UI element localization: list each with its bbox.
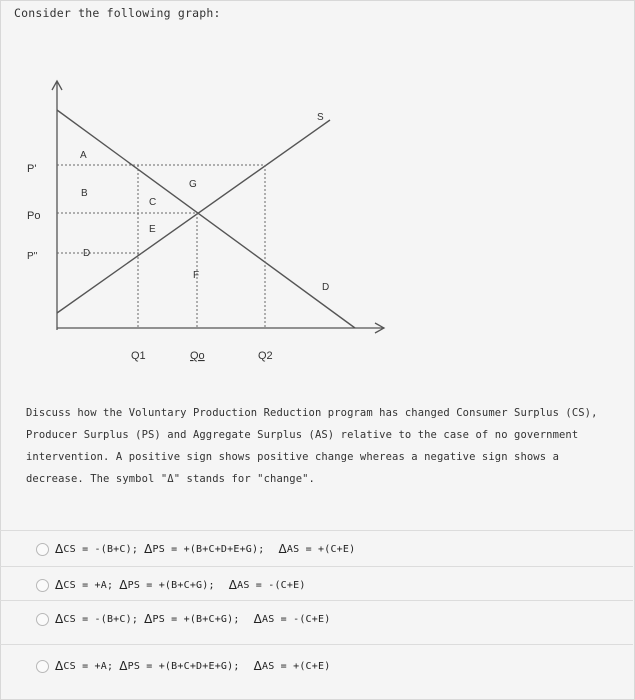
price-label-p-prime: P' — [27, 163, 37, 175]
radio-button[interactable] — [36, 660, 49, 673]
option-cs: CS = -(B+C); — [63, 543, 139, 555]
area-label-g: G — [189, 179, 197, 190]
delta-symbol: Δ — [253, 659, 263, 673]
area-label-a: A — [80, 150, 87, 161]
area-label-d: D — [83, 248, 91, 259]
area-label-b: B — [81, 188, 88, 199]
surplus-graph — [0, 60, 420, 380]
option-ps: PS = +(B+C+D+E+G); — [127, 660, 240, 672]
area-label-c: C — [149, 197, 157, 208]
delta-symbol: Δ — [55, 542, 64, 556]
delta-symbol: Δ — [144, 542, 153, 556]
quantity-label-q1: Q1 — [131, 350, 146, 362]
supply-curve — [57, 120, 330, 313]
delta-symbol: Δ — [55, 578, 64, 592]
answer-option-2[interactable] — [0, 566, 633, 603]
demand-label: D — [322, 282, 330, 293]
option-as: AS = +(C+E) — [262, 660, 331, 672]
option-cs: CS = +A; — [63, 579, 114, 591]
quantity-label-qo: Qo — [190, 350, 205, 362]
delta-symbol: Δ — [55, 612, 64, 626]
quantity-label-q2: Q2 — [258, 350, 273, 362]
area-label-e: E — [149, 224, 156, 235]
delta-symbol: Δ — [253, 612, 263, 626]
radio-button[interactable] — [36, 543, 49, 556]
delta-symbol: Δ — [228, 578, 238, 592]
option-cs: CS = +A; — [63, 660, 114, 672]
delta-symbol: Δ — [144, 612, 153, 626]
option-as: AS = +(C+E) — [286, 543, 356, 555]
area-label-f: F — [193, 270, 200, 281]
option-ps: PS = +(B+C+G); — [127, 579, 215, 591]
option-as: AS = -(C+E) — [262, 613, 331, 625]
answer-option-3[interactable] — [0, 600, 633, 637]
option-as: AS = -(C+E) — [237, 579, 306, 591]
delta-symbol: Δ — [55, 659, 64, 673]
delta-symbol: Δ — [119, 659, 128, 673]
demand-curve — [57, 110, 355, 328]
answer-option-1[interactable] — [0, 530, 633, 567]
supply-label: S — [317, 112, 324, 123]
delta-symbol: Δ — [278, 542, 287, 556]
option-cs: CS = -(B+C); — [63, 613, 139, 625]
discussion-text: Discuss how the Voluntary Production Reduction program has changed Consumer Surplus (CS), Producer Surplus (PS) and Aggregate Surplus (AS) relative to the case of no government intervention. A positive sign shows positive change whereas a negative sign shows a decrease. The symbol "Δ" stands for "change". — [26, 407, 598, 485]
answer-option-4[interactable] — [0, 644, 633, 687]
option-ps: PS = +(B+C+D+E+G); — [152, 543, 265, 555]
price-label-p-double-prime: P'' — [27, 251, 38, 262]
radio-button[interactable] — [36, 579, 49, 592]
option-ps: PS = +(B+C+G); — [152, 613, 240, 625]
delta-symbol: Δ — [119, 578, 128, 592]
radio-button[interactable] — [36, 613, 49, 626]
price-label-po: Po — [27, 210, 41, 222]
question-heading: Consider the following graph: — [14, 6, 221, 20]
